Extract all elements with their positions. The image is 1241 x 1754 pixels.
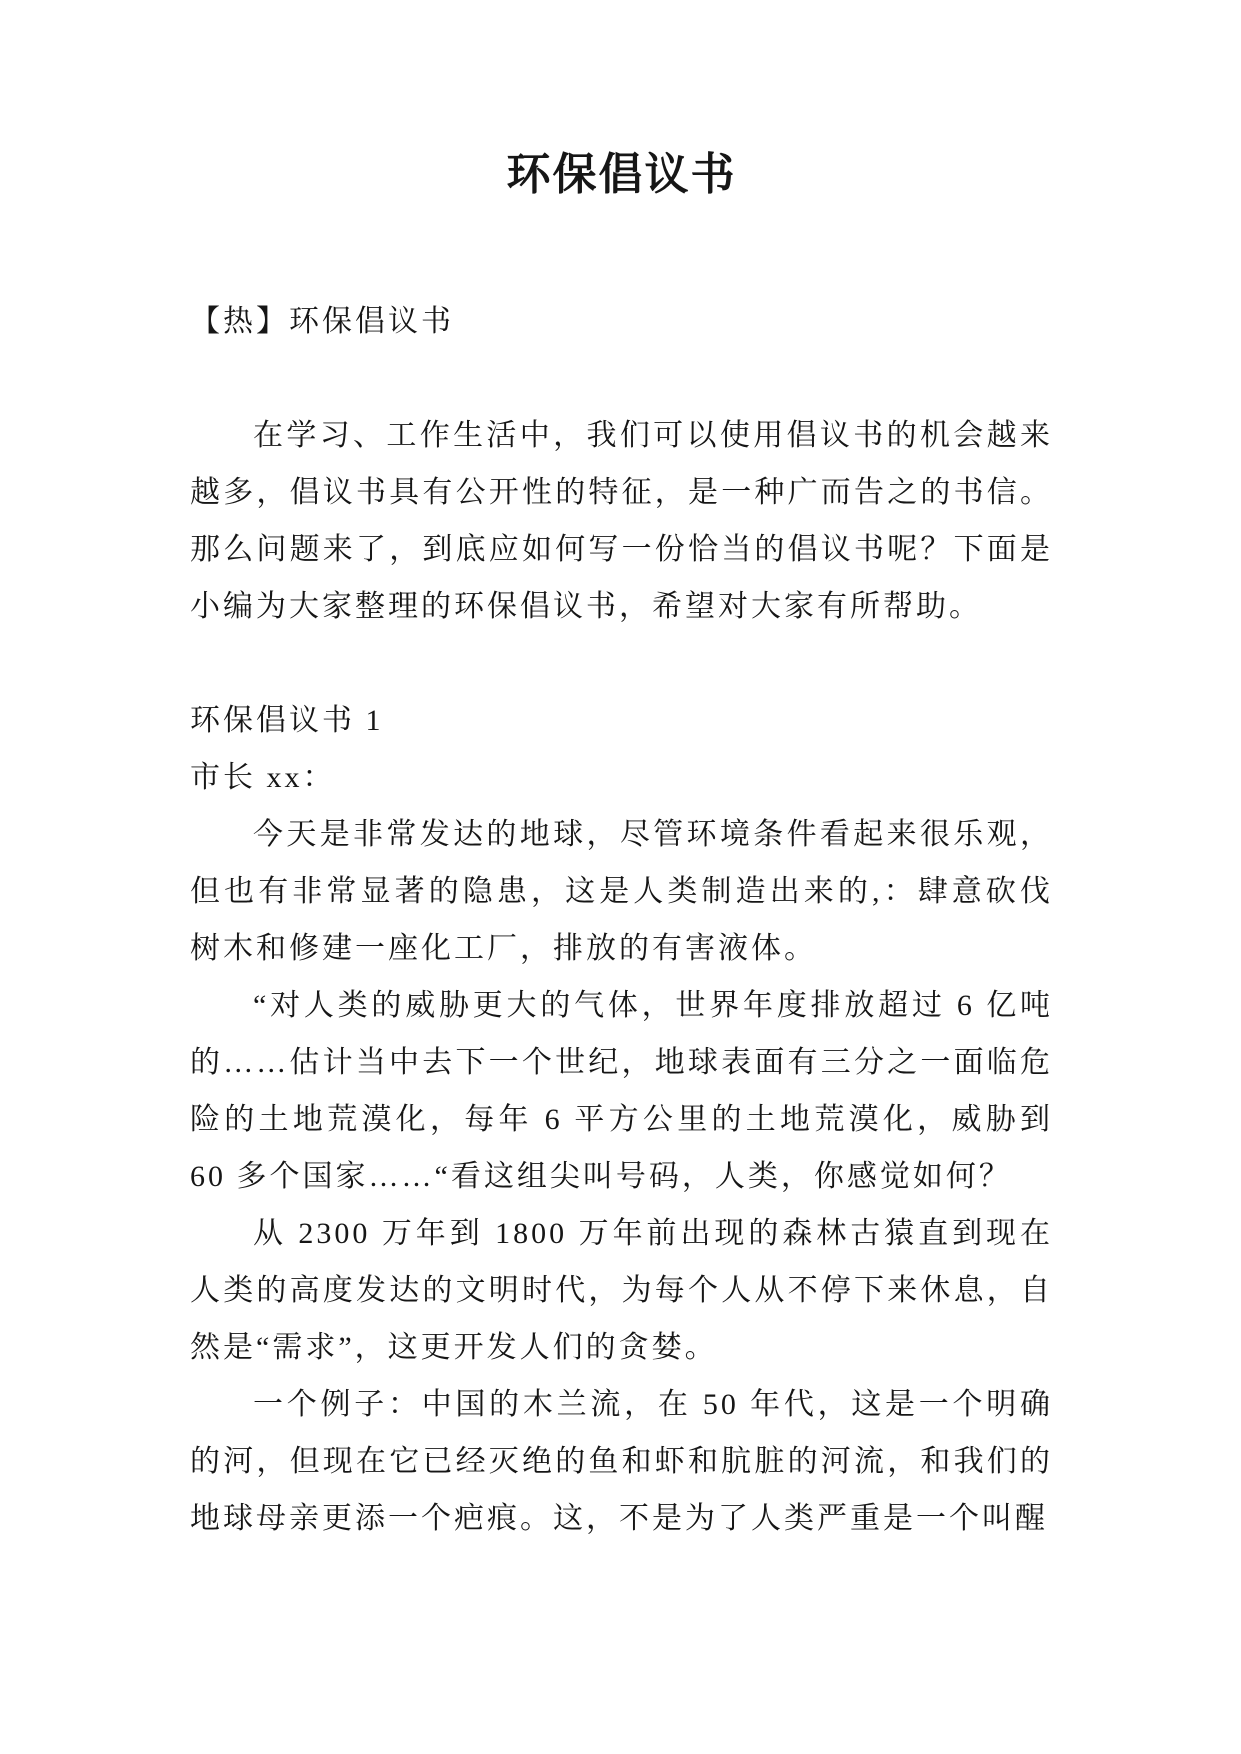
body-paragraph-3: 从 2300 万年到 1800 万年前出现的森林古猿直到现在人类的高度发达的文明时代，为每个人从不停下来休息，自然是“需求”，这更开发人们的贪婪。 [190, 1217, 1053, 1364]
document-title: 环保倡议书 [506, 150, 737, 199]
body-paragraph-2: “对人类的威胁更大的气体，世界年度排放超过 6 亿吨的……估计当中去下一个世纪，地球表面有三分之一面临危险的土地荒漠化，每年 6 平方公里的土地荒漠化，威胁到 60 多个国家……“看这组尖叫号码，人类，你感觉如何？ [190, 989, 1053, 1193]
body-paragraph-4: 一个例子：中国的木兰流，在 50 年代，这是一个明确的河，但现在它已经灭绝的鱼和虾和肮脏的河流，和我们的地球母亲更添一个疤痕。这，不是为了人类严重是一个叫醒 [190, 1388, 1053, 1535]
salutation-line: 市长 xx： [190, 761, 336, 794]
body-paragraph-1: 今天是非常发达的地球，尽管环境条件看起来很乐观，但也有非常显著的隐患，这是人类制造出来的,：肆意砍伐树木和修建一座化工厂，排放的有害液体。 [190, 818, 1053, 965]
section-heading: 环保倡议书 1 [190, 704, 384, 737]
intro-paragraph: 在学习、工作生活中，我们可以使用倡议书的机会越来越多，倡议书具有公开性的特征，是一种广而告之的书信。那么问题来了，到底应如何写一份恰当的倡议书呢？下面是小编为大家整理的环保倡议书，希望对大家有所帮助。 [190, 419, 1053, 623]
hot-tag-line: 【热】环保倡议书 [190, 305, 454, 338]
